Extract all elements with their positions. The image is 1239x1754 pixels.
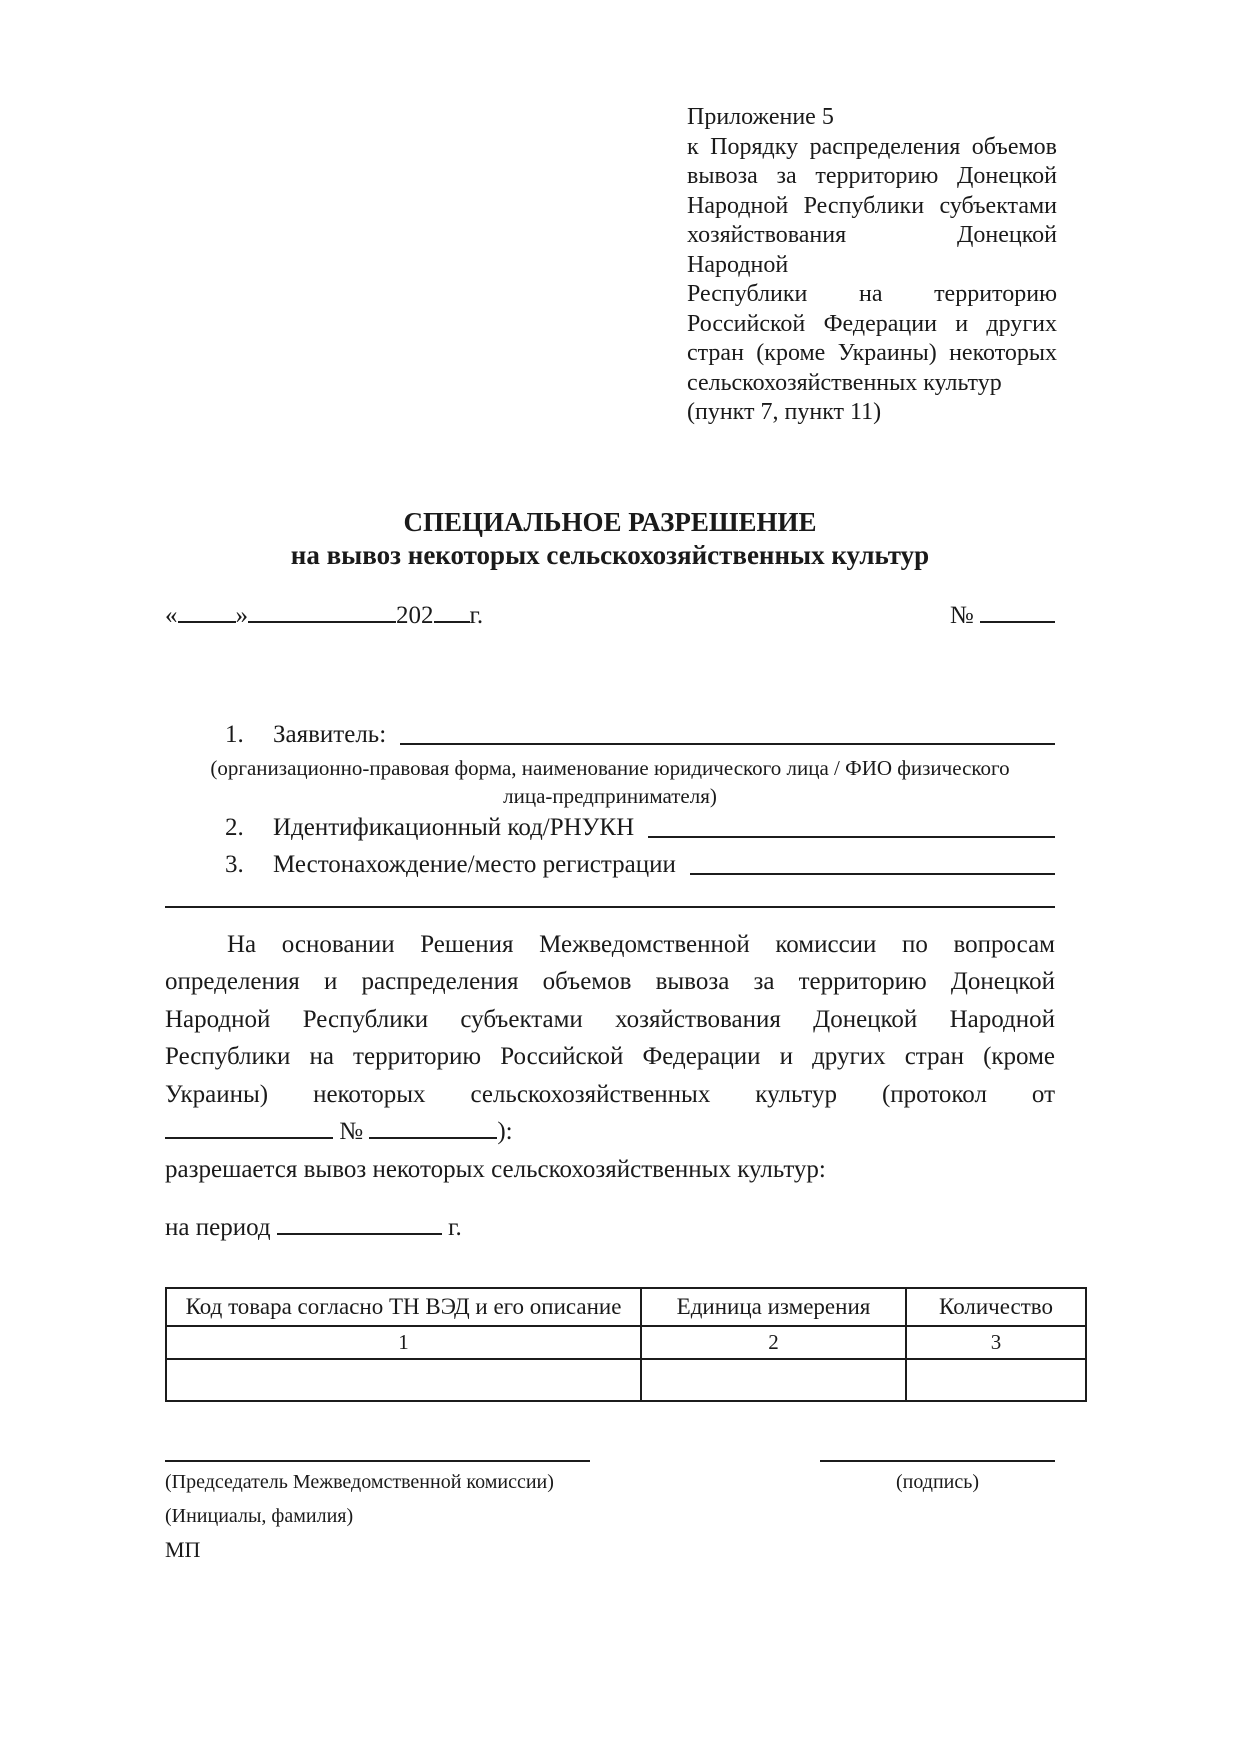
paragraph-line: Республики на территорию Российской Федерации и других стран (кроме (165, 1043, 1055, 1070)
appendix-line: Республики на территорию (687, 281, 1057, 307)
applicant-item (165, 719, 1055, 750)
goods-table-header-row (166, 1288, 1086, 1326)
period-field (165, 1212, 1055, 1243)
column-number: 2 (641, 1326, 906, 1359)
paragraph-line: На основании Решения Межведомственной комиссии по вопросам (227, 930, 1055, 958)
paragraph-line: Народной Республики субъектами хозяйствования Донецкой Народной (165, 1005, 1055, 1033)
column-number: 3 (906, 1326, 1086, 1359)
signature-block (165, 1460, 1055, 1563)
applicant-caption-line2: лица-предпринимателя) (503, 783, 717, 808)
permission-line: разрешается вывоз некоторых сельскохозяйственных культур: (165, 1155, 826, 1183)
identification-code-label: Идентификационный код/РНУКН (273, 813, 635, 841)
empty-cell (166, 1359, 641, 1401)
header-unit: Единица измерения (641, 1288, 906, 1326)
protocol-line: № ): (165, 1113, 1055, 1151)
chairman-signature-area (165, 1460, 590, 1563)
applicant-caption-line1: (организационно-правовая форма, наименование юридического лица / ФИО физического (210, 755, 1010, 780)
sign-area (820, 1460, 1055, 1495)
day-blank-line (178, 605, 236, 623)
appendix-line: Народной Республики субъектами (687, 192, 1057, 219)
appendix-line: к Порядку распределения объемов (687, 133, 1057, 160)
date-field: « » 202 г. (165, 601, 484, 629)
header-product-code: Код товара согласно ТН ВЭД и его описание (166, 1288, 641, 1326)
appendix-line: (пункт 7, пункт 11) (687, 399, 882, 425)
header-quantity: Количество (906, 1288, 1086, 1326)
identification-code-blank-line (648, 836, 1055, 838)
applicant-caption (165, 754, 1055, 810)
period-label: на период (165, 1214, 271, 1241)
item-number: 3. (225, 850, 244, 878)
location-continuation-blank-line (165, 906, 1055, 908)
applicant-blank-line (400, 743, 1055, 745)
basis-paragraph (165, 926, 1055, 1189)
document-title-line1: СПЕЦИАЛЬНОЕ РАЗРЕШЕНИЕ (403, 506, 817, 537)
chairman-signature-blank-line (165, 1460, 590, 1462)
number-blank-line (980, 605, 1055, 623)
appendix-line: хозяйствования Донецкой Народной (687, 222, 1057, 278)
appendix-line: сельскохозяйственных культур (687, 369, 1002, 396)
appendix-line: стран (кроме Украины) некоторых (687, 340, 1057, 366)
location-label: Местонахождение/место регистрации (273, 850, 676, 878)
sign-caption: (подпись) (895, 1471, 980, 1493)
paragraph-line: Украины) некоторых сельскохозяйственных культур (протокол от (165, 1080, 1055, 1108)
location-blank-line (690, 873, 1055, 875)
empty-cell (906, 1359, 1086, 1401)
period-suffix: г. (448, 1214, 462, 1241)
document-title (165, 506, 1055, 572)
appendix-line: вывоза за территорию Донецкой (687, 163, 1057, 189)
sign-blank-line (820, 1460, 1055, 1462)
goods-table-empty-row (166, 1359, 1086, 1401)
protocol-date-blank-line (165, 1121, 333, 1139)
period-blank-line (277, 1217, 442, 1235)
paragraph-line: определения и распределения объемов вывоза за территорию Донецкой (165, 968, 1055, 995)
date-and-number-row (165, 600, 1055, 631)
chairman-caption: (Председатель Межведомственной комиссии) (165, 1471, 554, 1493)
location-item (165, 849, 1055, 880)
document-number-field: № (950, 600, 1055, 631)
identification-code-item (165, 812, 1055, 843)
appendix-line: Российской Федерации и других (687, 310, 1057, 337)
column-number: 1 (166, 1326, 641, 1359)
goods-table (165, 1287, 1087, 1402)
document-title-line2: на вывоз некоторых сельскохозяйственных культур (290, 539, 930, 570)
stamp-label: МП (165, 1537, 201, 1562)
initials-caption: (Инициалы, фамилия) (165, 1505, 354, 1527)
item-number: 1. (225, 720, 244, 748)
item-number: 2. (225, 813, 244, 841)
applicant-label: Заявитель: (273, 720, 387, 748)
year-blank-line (434, 605, 470, 623)
appendix-note (687, 103, 1057, 428)
protocol-number-blank-line (369, 1121, 497, 1139)
empty-cell (641, 1359, 906, 1401)
month-blank-line (248, 605, 396, 623)
goods-table-number-row (166, 1326, 1086, 1359)
appendix-line: Приложение 5 (687, 104, 834, 130)
